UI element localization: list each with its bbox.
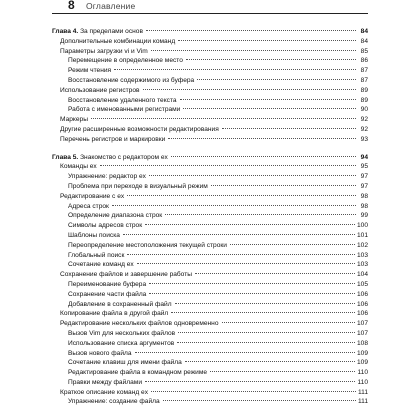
entry-title: Режим чтения: [68, 67, 112, 75]
toc-entry[interactable]: [52, 241, 368, 251]
page-ref: 92: [360, 116, 368, 124]
dot-leader: [222, 322, 355, 323]
toc-entry[interactable]: [52, 388, 368, 398]
entry-title: Упражнение: редактор ex: [68, 173, 146, 181]
page-ref: 92: [360, 125, 368, 133]
page-ref: 89: [360, 96, 368, 104]
dot-leader: [171, 156, 356, 157]
toc-entry[interactable]: [52, 86, 368, 96]
toc-entry[interactable]: [52, 270, 368, 280]
entry-title: Определение диапазона строк: [68, 212, 163, 220]
page-ref: 94: [360, 153, 368, 161]
dot-leader: [151, 391, 356, 392]
entry-title: Шаблоны поиска: [68, 231, 120, 239]
toc-chapter-heading[interactable]: [52, 153, 368, 163]
dot-leader: [91, 118, 356, 119]
page-ref: 84: [360, 37, 368, 45]
page-ref: 103: [356, 251, 368, 259]
dot-leader: [197, 79, 356, 80]
dot-leader: [165, 214, 356, 215]
entry-title: Проблема при переходе в визуальный режим: [68, 182, 208, 190]
chapter-label: Глава 4.: [52, 28, 79, 35]
dot-leader: [149, 175, 356, 176]
entry-title: Другие расширенные возможности редактирования: [60, 125, 219, 133]
entry-title: Восстановление содержимого из буфера: [68, 76, 195, 84]
page-ref: 101: [356, 231, 368, 239]
toc-entry[interactable]: [52, 368, 368, 378]
chapter-title-wrap: [52, 153, 169, 163]
toc-entry[interactable]: [52, 66, 368, 76]
toc-entry[interactable]: [52, 290, 368, 300]
toc-entry[interactable]: [52, 211, 368, 221]
dot-leader: [230, 244, 355, 245]
entry-title: Команды ex: [60, 163, 97, 171]
dot-leader: [137, 263, 355, 264]
page-ref: 111: [357, 398, 368, 406]
entry-title: Параметры загрузки vi и Vim: [60, 47, 148, 55]
toc-entry[interactable]: [52, 202, 368, 212]
entry-title: Сохранение файлов и завершение работы: [60, 271, 192, 279]
page-ref: 97: [360, 173, 368, 181]
dot-leader: [195, 273, 355, 274]
dot-leader: [185, 361, 355, 362]
entry-title: Символы адресов строк: [68, 222, 143, 230]
running-head: Оглавление: [86, 1, 136, 11]
toc-entry[interactable]: [52, 221, 368, 231]
entry-title: Сочетание команд ex: [68, 261, 134, 269]
page-ref: 110: [357, 378, 368, 386]
entry-title: Использование регистров: [60, 86, 140, 94]
dot-leader: [135, 352, 355, 353]
page-ref: 110: [357, 369, 368, 377]
page-ref: 87: [360, 76, 368, 84]
entry-title: Перечень регистров и маркировки: [60, 135, 166, 143]
dot-leader: [145, 381, 355, 382]
entry-title: Редактирование файла в командном режиме: [68, 369, 208, 377]
toc-entry[interactable]: [52, 397, 368, 407]
toc-entry[interactable]: [52, 300, 368, 310]
toc-entry[interactable]: [52, 135, 368, 145]
page-ref: 95: [360, 163, 368, 171]
page-ref: 104: [356, 271, 368, 279]
page-ref: 106: [356, 290, 368, 298]
toc-entry[interactable]: [52, 378, 368, 388]
chapter-title: Знакомство с редактором ex: [80, 153, 168, 161]
entry-title: Маркеры: [60, 116, 88, 124]
dot-leader: [211, 185, 356, 186]
toc-entry[interactable]: [52, 339, 368, 349]
toc-entry[interactable]: [52, 280, 368, 290]
entry-title: Переопределение местоположения текущей строки: [68, 241, 227, 249]
toc-entry[interactable]: [52, 172, 368, 182]
page-ref: 106: [356, 310, 368, 318]
page-ref: 93: [360, 135, 368, 143]
dot-leader: [114, 69, 356, 70]
page-ref: 99: [360, 212, 368, 220]
toc-entry[interactable]: [52, 260, 368, 270]
chapter-label: Глава 5.: [52, 153, 79, 161]
entry-title: Сохранение части файла: [68, 290, 147, 298]
toc-entry[interactable]: [52, 349, 368, 359]
toc-entry[interactable]: [52, 76, 368, 86]
page-ref: 103: [356, 261, 368, 269]
page-ref: 105: [356, 280, 368, 288]
page-number: 8: [68, 0, 75, 12]
page-ref: 98: [360, 192, 368, 200]
entry-title: Сочетание клавиш для имени файла: [68, 359, 182, 367]
page-ref: 107: [356, 329, 368, 337]
entry-title: Упражнение: создание файла: [68, 398, 160, 406]
entry-title: Добавление в сохраненный файл: [68, 300, 172, 308]
chapter-gap: [52, 145, 368, 153]
entry-title: Работа с именованными регистрами: [68, 106, 181, 114]
toc-entry[interactable]: [52, 47, 368, 57]
dot-leader: [123, 234, 355, 235]
entry-title: Перемещение в определенное место: [68, 57, 183, 65]
entry-title: Адреса строк: [68, 202, 109, 210]
toc-entry[interactable]: [52, 115, 368, 125]
toc-entry[interactable]: [52, 192, 368, 202]
page-ref: 90: [360, 106, 368, 114]
toc-entry[interactable]: [52, 56, 368, 66]
entry-title: Вызов нового файла: [68, 349, 132, 357]
page-header: [52, 0, 368, 14]
dot-leader: [168, 138, 356, 139]
entry-title: Переименование буфера: [68, 280, 147, 288]
dot-leader: [151, 50, 356, 51]
page-ref: 84: [360, 28, 368, 35]
dot-leader: [149, 283, 355, 284]
page-ref: 89: [360, 86, 368, 94]
entry-title: Восстановление удаленного текста: [68, 96, 177, 104]
toc-entry[interactable]: [52, 329, 368, 339]
entry-title: Дополнительные комбинации команд: [60, 37, 176, 45]
dot-leader: [180, 99, 356, 100]
toc-entry[interactable]: [52, 182, 368, 192]
page-ref: 86: [360, 57, 368, 65]
page-ref: 85: [360, 47, 368, 55]
chapter-title-wrap: [52, 27, 144, 37]
page-ref: 109: [356, 359, 368, 367]
page-ref: 107: [356, 320, 368, 328]
dot-leader: [186, 59, 356, 60]
dot-leader: [178, 40, 356, 41]
page-ref: 87: [360, 67, 368, 75]
entry-title: Глобальный поиск: [68, 251, 125, 259]
dot-leader: [222, 128, 356, 129]
dot-leader: [171, 312, 355, 313]
dot-leader: [146, 30, 356, 31]
table-of-contents: [52, 27, 368, 407]
toc-entry[interactable]: [52, 251, 368, 261]
page-ref: 106: [356, 300, 368, 308]
entry-title: Краткое описание команд ex: [60, 388, 148, 396]
dot-leader: [178, 332, 355, 333]
dot-leader: [100, 165, 356, 166]
toc-entry[interactable]: [52, 162, 368, 172]
page-ref: 98: [360, 202, 368, 210]
dot-leader: [163, 400, 356, 401]
page-ref: 111: [357, 388, 368, 396]
dot-leader: [149, 293, 355, 294]
dot-leader: [210, 371, 355, 372]
dot-leader: [177, 342, 355, 343]
chapter-title: За пределами основ: [80, 28, 143, 35]
page-ref: 109: [356, 349, 368, 357]
toc-entry[interactable]: [52, 309, 368, 319]
page-ref: 108: [356, 339, 368, 347]
toc-entry[interactable]: [52, 231, 368, 241]
toc-entry[interactable]: [52, 96, 368, 106]
dot-leader: [127, 195, 356, 196]
page-ref: 100: [356, 222, 368, 230]
entry-title: Редактирование нескольких файлов одновременно: [60, 320, 219, 328]
toc-chapter-heading[interactable]: [52, 27, 368, 37]
toc-entry[interactable]: [52, 319, 368, 329]
toc-entry[interactable]: [52, 358, 368, 368]
entry-title: Использование списка аргументов: [68, 339, 175, 347]
entry-title: Вызов Vim для нескольких файлов: [68, 329, 176, 337]
entry-title: Копирование файла в другой файл: [60, 310, 169, 318]
page-ref: 97: [360, 182, 368, 190]
dot-leader: [127, 254, 355, 255]
dot-leader: [143, 89, 356, 90]
entry-title: Редактирование с ex: [60, 192, 125, 200]
dot-leader: [175, 303, 355, 304]
entry-title: Правки между файлами: [68, 378, 142, 386]
toc-entry[interactable]: [52, 105, 368, 115]
page-ref: 102: [356, 241, 368, 249]
dot-leader: [183, 108, 356, 109]
toc-entry[interactable]: [52, 37, 368, 47]
dot-leader: [145, 224, 355, 225]
dot-leader: [112, 205, 356, 206]
toc-entry[interactable]: [52, 125, 368, 135]
